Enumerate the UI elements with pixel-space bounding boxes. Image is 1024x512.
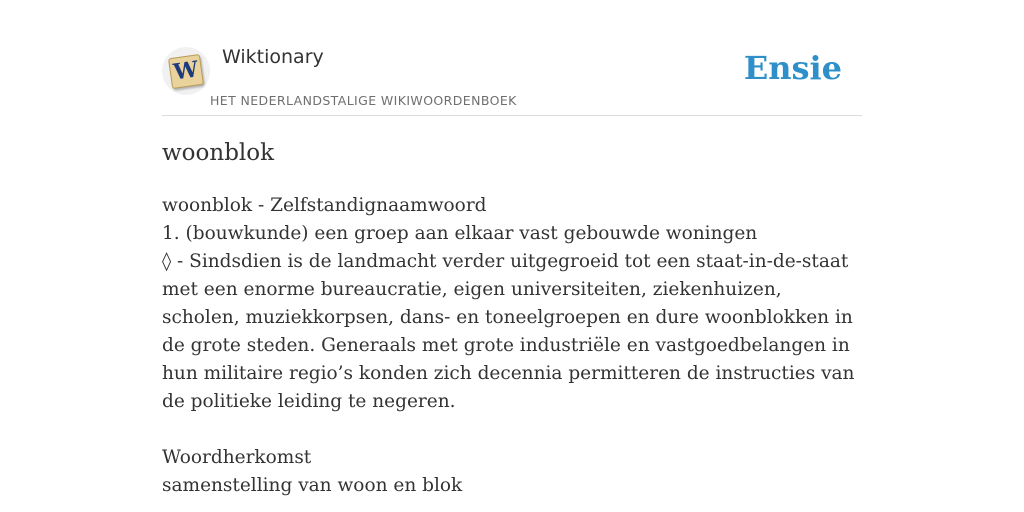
entry-body (162, 192, 862, 500)
ensie-brand-logo[interactable]: Ensie (743, 49, 842, 87)
etymology-text: samenstelling van woon en blok (162, 475, 463, 496)
spacer (162, 416, 862, 444)
etymology-heading: Woordherkomst (162, 447, 312, 468)
definition: 1. (bouwkunde) een groep aan elkaar vast gebouwde woningen (162, 223, 758, 244)
example-sentence: ◊ - Sindsdien is de landmacht verder uitgegroeid tot een staat-in-de-staat met een enorme bureaucratie, eigen universiteiten, ziekenhuizen, scholen, muziekkorpsen, dans- en toneelgroepen en dure woonblokken in de grote steden. Generaals met grote industriële en vastgoedbelangen in hun militaire regio’s konden zich decennia permitteren de instructies van de politieke leiding te negeren. (162, 251, 855, 412)
page-title: woonblok (162, 140, 275, 166)
part-of-speech-line: woonblok - Zelfstandignaamwoord (162, 195, 487, 216)
site-tagline: HET NEDERLANDSTALIGE WIKIWOORDENBOEK (210, 93, 517, 108)
logo-tile-icon (168, 54, 204, 89)
site-name[interactable]: Wiktionary (222, 46, 324, 68)
logo-letter: W (171, 56, 200, 86)
wiktionary-logo[interactable] (162, 47, 210, 95)
page (162, 0, 862, 512)
header-divider (162, 115, 862, 116)
